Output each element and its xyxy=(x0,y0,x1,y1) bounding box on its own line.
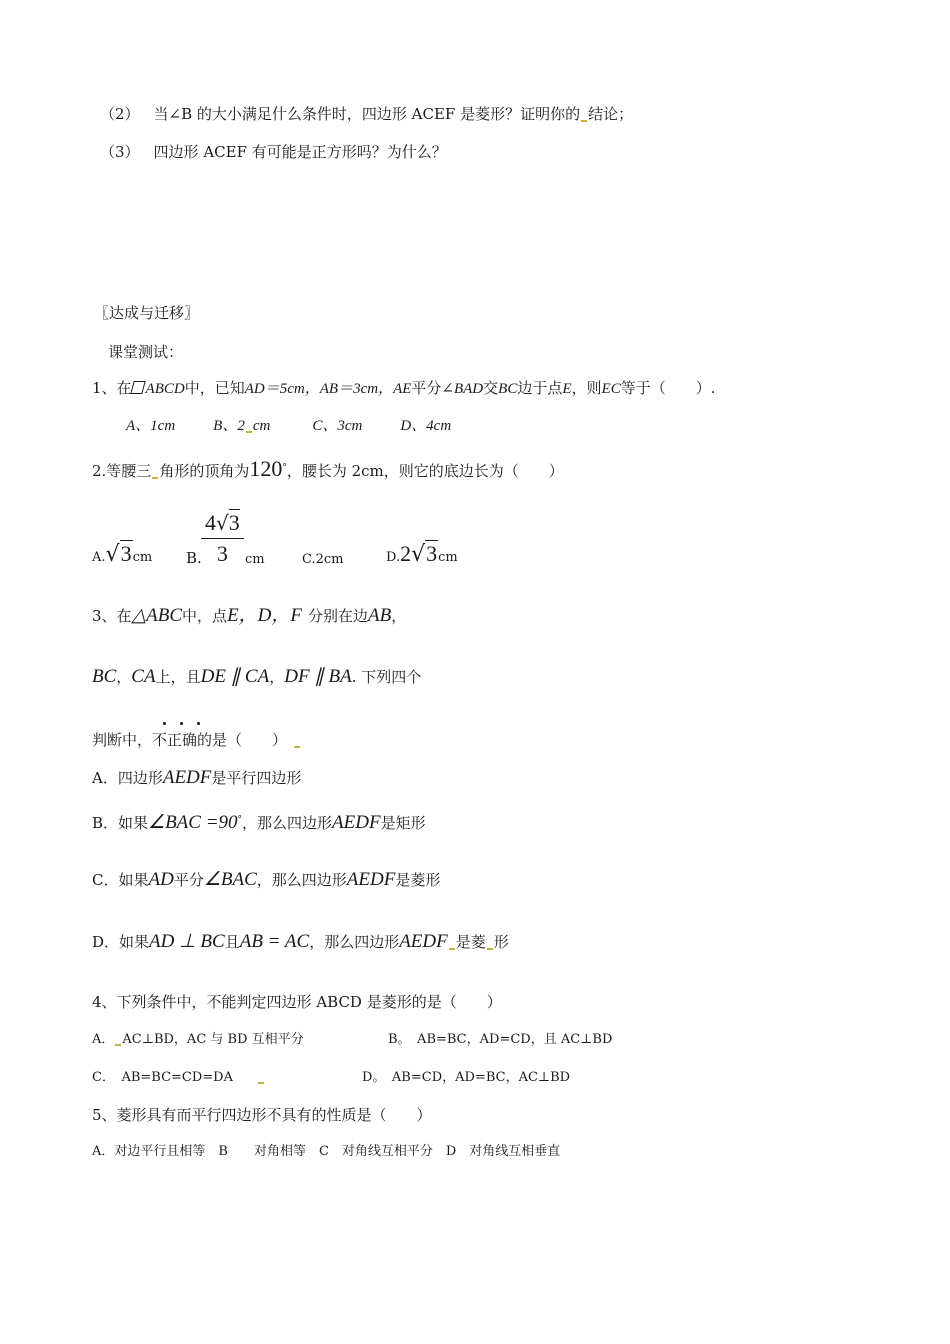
revision-mark xyxy=(581,120,587,122)
q1-text: 平分∠ xyxy=(411,379,454,397)
q1-option-b-unit: cm xyxy=(252,418,271,434)
q2-text: 2.等腰三 xyxy=(92,462,152,480)
question-text: 四边形 ACEF 有可能是正方形吗？为什么？ xyxy=(153,143,447,161)
point-e: E xyxy=(562,381,572,397)
option-text: B．如果 xyxy=(92,814,149,832)
q2-text-end: ，腰长为 2cm，则它的底边长为（ ） xyxy=(286,462,564,480)
radicand: 3 xyxy=(228,510,240,535)
q1-text: 边于点 xyxy=(517,379,563,397)
q2-option-a xyxy=(92,540,152,572)
quad-aedf: AEDF xyxy=(346,869,396,890)
q1-option-c: C、3cm xyxy=(312,418,363,434)
df-parallel-ba: DF ∥ BA xyxy=(284,666,352,687)
q4-stem: 4、下列条件中，不能判定四边形 ABCD 是菱形的是（ ） xyxy=(92,993,502,1011)
sqrt-expr xyxy=(106,540,133,570)
fraction-numerator xyxy=(201,510,244,539)
q1-prefix: 1、在 xyxy=(92,379,132,397)
seg-ad: AD xyxy=(244,381,265,397)
q2-option-b-label: B. xyxy=(186,549,202,567)
fraction-denominator: 3 xyxy=(216,541,228,566)
option-text: 且 xyxy=(224,933,240,951)
degree-symbol: ° xyxy=(282,463,287,473)
revision-mark xyxy=(487,948,493,950)
q1-option-a: A、1cm xyxy=(126,418,176,434)
revision-mark xyxy=(258,1082,264,1084)
q1-len-ad: ＝5cm， xyxy=(264,381,320,397)
option-text: C．如果 xyxy=(92,871,149,889)
option-text: 是菱 xyxy=(455,933,486,951)
section-title: 〖达成与迁移〗 xyxy=(94,304,200,322)
quad-aedf: AEDF xyxy=(162,767,212,788)
ad-perp-bc: AD ⊥ BC xyxy=(149,931,225,952)
question-2 xyxy=(100,104,633,124)
q2-stem xyxy=(92,458,564,481)
revision-mark xyxy=(152,477,158,479)
q5-stem: 5、菱形具有而平行四边形不具有的性质是（ ） xyxy=(92,1106,432,1124)
quad-aedf: AEDF xyxy=(332,812,381,833)
q3-text: ， xyxy=(391,607,407,625)
option-text: A．四边形 xyxy=(92,769,163,787)
emphasis-dot xyxy=(163,722,166,725)
emphasis-dot xyxy=(197,722,200,725)
q3-text: . 下列四个 xyxy=(351,668,422,686)
unit: cm xyxy=(438,550,458,565)
angle-bac-90: ∠BAC =90 xyxy=(148,812,238,833)
q4-option-b: B。 AB=BC，AD=CD，且 AC⊥BD xyxy=(388,1032,613,1047)
q1-option-d: D、4cm xyxy=(400,418,452,434)
q3-stem-line2 xyxy=(92,664,421,690)
q2-text: 角形的顶角为 xyxy=(159,462,250,480)
q4-option-d: D。 AB=CD，AD=BC，AC⊥BD xyxy=(362,1070,571,1085)
parallelogram-symbol xyxy=(130,381,145,394)
q1-options xyxy=(126,416,451,436)
question-number: （2） xyxy=(100,105,140,123)
option-label: D. xyxy=(386,550,401,565)
de-parallel-ca: DE ∥ CA xyxy=(200,666,270,687)
q3-text-end: 的是（ ） xyxy=(197,731,288,749)
seg-ab: AB xyxy=(319,381,339,397)
section-subtitle: 课堂测试： xyxy=(108,343,184,361)
angle-bad: BAD xyxy=(453,381,484,397)
q1-stem xyxy=(92,378,715,399)
seg-ab: AB xyxy=(368,605,392,626)
question-text-end: 结论； xyxy=(588,105,634,123)
option-text: 是平行四边形 xyxy=(211,769,302,787)
sqrt-icon: √ xyxy=(411,542,426,567)
parallelogram-name: ABCD xyxy=(145,381,185,397)
q1-option-b: B、2 xyxy=(213,418,245,434)
q3-text: 上，且 xyxy=(155,668,201,686)
revision-mark xyxy=(449,948,455,950)
q3-text: ， xyxy=(269,668,285,686)
q3-text: 判断中， xyxy=(92,731,153,749)
coefficient: 4 xyxy=(205,510,216,535)
option-text: 平分 xyxy=(173,871,204,889)
q3-option-a xyxy=(92,765,301,791)
q2-option-c: C.2cm xyxy=(302,552,344,567)
q1-text: ，则 xyxy=(571,379,602,397)
sqrt-icon: √ xyxy=(216,511,229,535)
option-text: C． AB=BC=CD=DA xyxy=(92,1070,233,1085)
seg-ae: AE xyxy=(393,381,412,397)
q3-option-b xyxy=(92,807,426,836)
radicand: 3 xyxy=(120,541,132,566)
q1-len-ab: ＝3cm， xyxy=(338,381,394,397)
option-label: A. xyxy=(92,550,106,565)
option-text: 是矩形 xyxy=(380,814,426,832)
revision-mark xyxy=(115,1044,121,1046)
q2-option-d xyxy=(386,540,458,572)
q2-option-b-fraction xyxy=(201,510,244,567)
seg-bc: BC xyxy=(498,381,518,397)
q1-text-end: 等于（ ）. xyxy=(620,379,716,397)
ab-equals-ac: AB = AC xyxy=(239,931,310,952)
q3-option-c xyxy=(92,867,440,893)
seg-ca: CA xyxy=(131,666,156,687)
radicand: 3 xyxy=(426,541,438,566)
q4-option-c xyxy=(92,1068,265,1088)
option-text: AC⊥BD，AC 与 BD 互相平分 xyxy=(122,1032,304,1047)
unit: cm xyxy=(245,552,265,567)
unit: cm xyxy=(132,550,153,565)
q1-text: 中，已知 xyxy=(184,379,245,397)
question-text: 当∠B 的大小满足什么条件时，四边形 ACEF 是菱形？证明你的 xyxy=(153,105,581,123)
degree-symbol: ° xyxy=(237,815,243,825)
option-text: D．如果 xyxy=(92,933,150,951)
option-text: 形 xyxy=(493,933,509,951)
q3-text: 分别在边 xyxy=(308,607,369,625)
emphasis-dot xyxy=(180,722,183,725)
question-3 xyxy=(100,142,447,162)
seg-ec: EC xyxy=(601,381,621,397)
sqrt-icon: √ xyxy=(105,542,120,567)
option-text: ，那么四边形 xyxy=(242,814,333,832)
q3-option-d xyxy=(92,929,509,955)
angle-bac: ∠BAC xyxy=(203,869,257,890)
revision-mark xyxy=(246,431,252,433)
coefficient: 2 xyxy=(400,541,412,566)
q3-stem-line1 xyxy=(92,603,406,629)
seg-ad: AD xyxy=(148,869,174,890)
q4-option-a xyxy=(92,1030,304,1050)
q5-options: A．对边平行且相等 B 对角相等 C 对角线互相平分 D 对角线互相垂直 xyxy=(92,1144,561,1159)
option-label: A． xyxy=(92,1032,115,1047)
sqrt-expr xyxy=(411,540,438,570)
q1-text: 交 xyxy=(483,379,499,397)
q3-text: ， xyxy=(116,668,132,686)
emphasis-text: 不正确 xyxy=(152,731,198,749)
apex-angle: 120 xyxy=(249,456,283,481)
quad-aedf: AEDF xyxy=(399,931,448,952)
option-text: ，那么四边形 xyxy=(309,933,400,951)
question-number: （3） xyxy=(100,143,140,161)
revision-mark xyxy=(294,746,300,748)
triangle-abc: △ABC xyxy=(131,605,183,626)
q3-text: 中，点 xyxy=(182,607,228,625)
option-text: 是菱形 xyxy=(395,871,441,889)
q3-text: 3、在 xyxy=(92,607,132,625)
q3-stem-line3 xyxy=(92,730,301,750)
option-text: ，那么四边形 xyxy=(256,871,347,889)
points-edf: E，D，F xyxy=(227,605,302,626)
seg-bc: BC xyxy=(92,666,117,687)
